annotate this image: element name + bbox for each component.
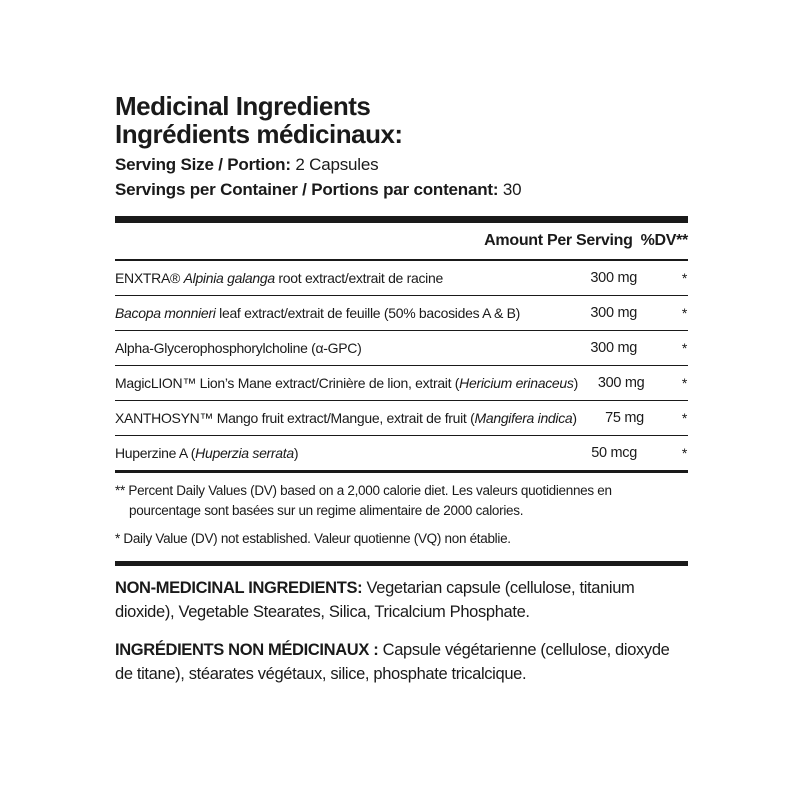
ingredient-amount: 300 mg <box>597 375 645 391</box>
ingredient-name-text: Huperzine A ( <box>115 445 196 461</box>
table-row <box>115 436 688 471</box>
footnote-dv-basis: ** Percent Daily Values (DV) based on a 2,000 calorie diet. Les valeurs quotidiennes en <box>115 483 612 498</box>
non-medicinal-en-label: NON-MEDICINAL INGREDIENTS: <box>115 579 363 597</box>
ingredient-dv: * <box>681 270 687 286</box>
title-en: Medicinal Ingredients <box>115 91 371 121</box>
footnote-dv-not-established: * Daily Value (DV) not established. Valeur quotienne (VQ) non établie. <box>115 531 511 546</box>
table-row <box>115 261 688 296</box>
table-row <box>115 331 688 366</box>
ingredient-name-text: XANTHOSYN™ Mango fruit extract/Mangue, extrait de fruit ( <box>115 410 475 426</box>
ingredient-amount: 50 mcg <box>591 445 637 461</box>
ingredient-name-text: ) <box>293 445 299 461</box>
ingredient-name-text: ) <box>572 410 577 426</box>
ingredient-amount: 300 mg <box>590 340 637 356</box>
serving-size <box>115 152 688 177</box>
ingredient-name-text: ) <box>573 375 578 391</box>
ingredient-name <box>115 340 559 356</box>
table-row <box>115 401 688 436</box>
title-fr: Ingrédients médicinaux: <box>115 119 403 149</box>
ingredient-name-text: Alpha-Glycerophosphorylcholine (α-GPC) <box>115 340 362 356</box>
ingredient-name-text: ENXTRA® <box>115 270 184 286</box>
ingredient-latin-name: Hericium erinaceus <box>459 375 574 391</box>
non-medicinal-fr <box>115 638 688 686</box>
ingredient-name-text: MagicLION™ Lion’s Mane extract/Crinière de lion, extrait ( <box>115 375 460 391</box>
non-medicinal-fr-label: INGRÉDIENTS NON MÉDICINAUX : <box>115 641 379 659</box>
serving-size-value: 2 Capsules <box>290 155 379 174</box>
ingredient-table <box>115 261 688 471</box>
table-row <box>115 296 688 331</box>
footnote-dv-basis-cont: pourcentage sont basées sur un regime alimentaire de 2000 calories. <box>129 503 524 518</box>
ingredient-name <box>115 305 559 321</box>
serving-size-label: Serving Size / Portion: <box>115 155 291 174</box>
table-header <box>115 223 688 261</box>
non-medicinal-en-text: Vegetarian capsule (cellulose, titanium dioxide), Vegetable Stearates, Silica, Tricalcium Phosphate. <box>115 579 635 621</box>
ingredient-name <box>115 270 559 286</box>
servings-per-container-value: 30 <box>498 180 522 199</box>
ingredient-name-text: leaf extract/extrait de feuille (50% bacosides A & B) <box>215 305 520 321</box>
ingredient-dv: * <box>681 375 687 391</box>
serving-info <box>115 152 688 202</box>
ingredient-dv: * <box>681 445 687 461</box>
non-medicinal-fr-text: Capsule végétarienne (cellulose, dioxyde de titane), stéarates végétaux, silice, phosphate tricalcique. <box>115 641 670 683</box>
ingredient-latin-name: Huperzia serrata <box>195 445 294 461</box>
ingredient-name <box>115 445 559 461</box>
ingredient-latin-name: Bacopa monnieri <box>115 305 216 321</box>
ingredient-dv: * <box>681 305 687 321</box>
servings-per-container <box>115 177 688 202</box>
footnotes <box>115 473 688 549</box>
divider-thick-bottom <box>115 561 688 566</box>
ingredient-dv: * <box>681 340 687 356</box>
non-medicinal-en <box>115 576 688 624</box>
servings-per-container-label: Servings per Container / Portions par contenant: <box>115 180 499 199</box>
ingredient-amount: 75 mg <box>605 410 644 426</box>
ingredient-latin-name: Alpinia galanga <box>183 270 275 286</box>
ingredient-name-text: root extract/extrait de racine <box>274 270 443 286</box>
ingredient-name <box>115 410 577 426</box>
supplement-facts-panel <box>115 92 688 686</box>
header-dv: %DV** <box>640 232 688 249</box>
ingredient-amount: 300 mg <box>590 305 637 321</box>
table-row <box>115 366 688 401</box>
header-amount-per-serving: Amount Per Serving <box>484 232 633 249</box>
divider-thick-top <box>115 216 688 223</box>
ingredient-latin-name: Mangifera indica <box>474 410 573 426</box>
ingredient-dv: * <box>681 410 687 426</box>
ingredient-amount: 300 mg <box>590 270 637 286</box>
ingredient-name <box>115 375 578 391</box>
